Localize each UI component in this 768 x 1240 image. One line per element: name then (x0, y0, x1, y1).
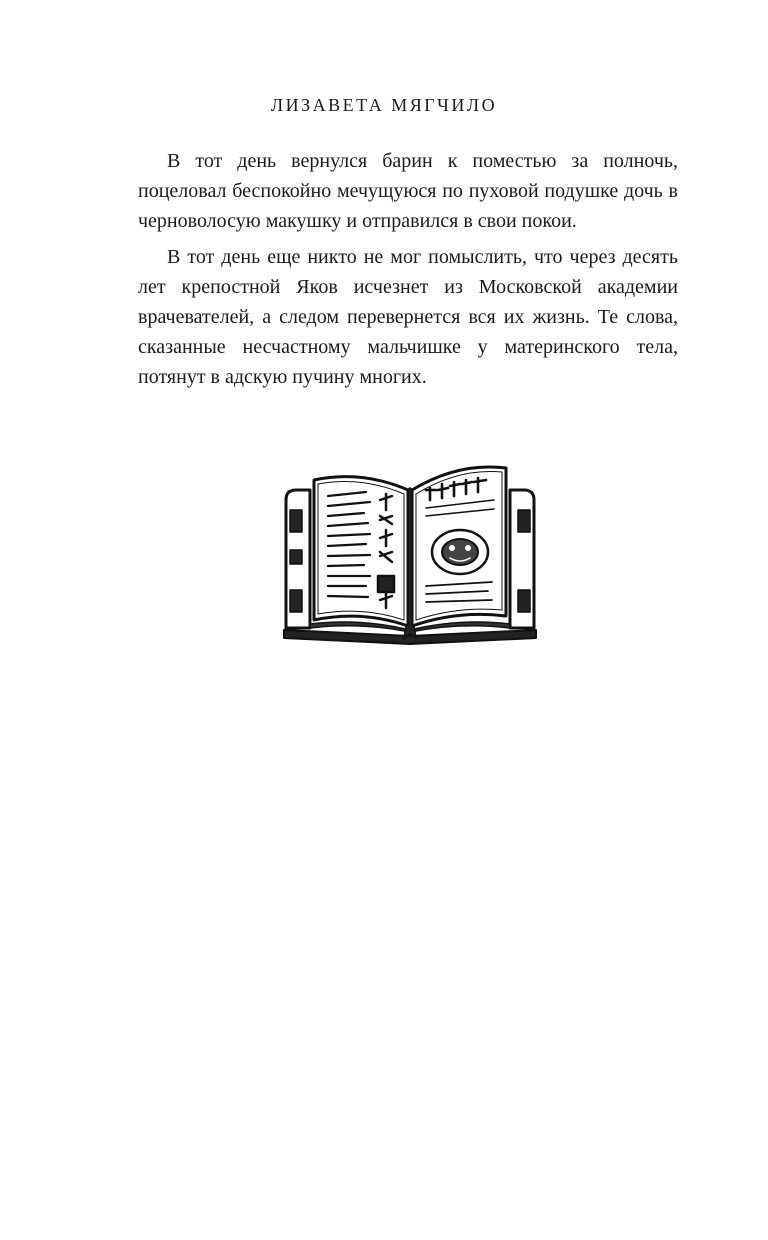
body-text (138, 146, 678, 398)
open-book-icon (280, 460, 540, 645)
paragraph: В тот день еще никто не мог помыслить, что через десять лет крепостной Яков исчезнет из Московской академии врачевателей, а следом перевернется вся их жизнь. Те слова, сказанные несчастному мальчишке у материнского тела, потянут в адскую пучину многих. (138, 246, 678, 388)
running-title: ЛИЗАВЕТА МЯГЧИЛО (270, 95, 498, 115)
paragraph: В тот день вернулся барин к поместью за полночь, поцеловал беспокойно мечущуюся по пуховой подушке дочь в черноволосую макушку и отправился в свои покои. (138, 150, 678, 232)
